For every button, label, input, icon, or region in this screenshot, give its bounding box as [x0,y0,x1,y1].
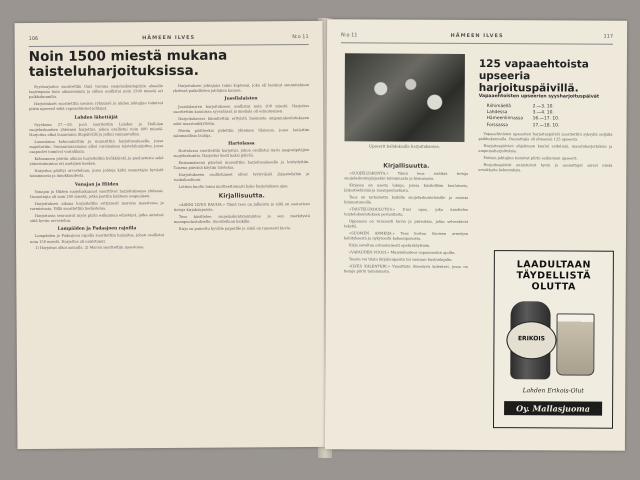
beer-advertisement [493,250,614,429]
ad-brand: Lahden Erikois-Olut [522,387,584,395]
left-page-number: 106 [28,35,39,42]
right-header-title: HÄMEEN ILVES [450,32,504,40]
article-headline: Noin 1500 miestä mukana taisteluharjoituksissa. [28,47,228,80]
company-logo: Oy. Mallasjuoma [504,401,602,416]
left-page [15,21,326,449]
beer-glass-illustration [556,313,594,375]
right-page-number: 117 [603,33,614,40]
right-section-heading: Kirjallisuutta. [383,162,430,170]
right-article-subtitle: Vapaaehtoisten upseerien syysharjoituspäivät [478,94,600,100]
section-heading-5: Hartolassa [228,141,255,147]
right-page [325,19,627,451]
left-column-1: Syysharjoitus suoritettiin tänä vuonna suojeluskuntapiirin alueella laajempana kuin aikaisemmin ja siihen osallistui noin 1500 miestä eri paikkakunnilta. Harjoitukset suoritettiin useissa ryhmissä ja niiden johtajina toimivat piirin upseerit sekä vapaaehtoiset johtajat. Lahden lähettäjät Syyskuun 27.—28. p:nä suoritettiin Lahden ja Hollolan suojeluskuntien yhteinen harjoitus, johon osallistui noin 400 miestä. Harjoitus alkoi lauantaina iltapäivällä ja jatkui sunnuntaihin. Lauantaina kokoonnuttiin ja marssittiin harjoitusalueelle, jossa majoituttiin. Sunnuntaiaamuna alkoi varsinainen taisteluharjoitus, jossa osapuolet toimivat vastakkain. Kolmannen päivän aikana harjoiteltiin hyökkäystä ja puolustusta sekä yhteistoimintaa eri aselajien kesken. Harjoitus päättyi arvosteluun, jossa johtaja kiitti osanottajia hyvästä toiminnasta ja innokkuudesta. Vanajan ja Hiiden Vanajan ja Hiiden suojeluskunnat suorittivat harjoituksensa yhdessä. Osanottajia oli noin 200 miestä, jotka jaettiin kahteen osapuoleen. Harjoituksen aikana harjoiteltiin erityisesti marssia maastossa ja varmistusta. Yöllä suoritettiin tiedustelua. Harjoitusta seurasivat myös piirin esikunnan edustajat, jotka antoivat siitä hyvän arvostelun. Lampäiden ja Padasjoen rajoilla Lampäiden ja Padasjoen rajoilla suoritettiin harjoitus, johon osallistui noin 150 miestä. Harjoitus oli onnistunut. 1) Harjoitus alkoi aamulla. 2) Marssi suoritettiin maastossa. [28,84,165,251]
left-header-title: HÄMEEN ILVES [142,34,196,42]
section-heading-3: Lampäiden ja Padasjoen rajoilla [57,226,137,233]
ad-headline: LAADULTAAN TÄYDELLISTÄ OLUTTA [516,259,592,293]
left-running-header [29,34,309,47]
date-row: Riihimäellä 2.—3. 10. [486,104,554,110]
date-row: Forssassa 17.—18. 10. [486,122,560,129]
bottle-label: ERIKOIS [506,321,556,359]
right-article-body: Vapaaehtoisten upseerien harjoituspäivät suoritettiin syksyllä neljällä paikkakunnalla. Osanottajia oli yhteensä 125 upseeria. Harjoituspäivien ohjelmaan kuului esitelmiä, maastoharjoituksia ja ampumaharjoituksia. Päivien johtajina toimivat piirin esikunnan upseerit. Harjoituspäivät onnistuivat hyvin ja osanottajat saivat niistä arvokkaita kokemuksia. [478,132,613,173]
dates-list [487,104,607,129]
section-heading-2: Vanajan ja Hiiden [74,181,119,188]
officers-photo [344,53,464,142]
date-row: Lahdessa 3.—4. 10. [486,110,554,116]
photo-caption: Upseerit kahdeksalla harjoituksessa. [368,143,440,149]
right-column-1: Kirjallisuutta. »SUOJELUSKUNTA.» Tämä teos sisältää tietoja suojeluskuntajärjestön toiminnasta ja historiasta. Kirjassa on useita lukuja, joissa käsitellään koulutusta, järjestöelämää ja maanpuolustusta. Teos on tarkoitettu kaikille suojeluskuntalaisille ja asiasta kiinnostuneille. »TAISTELUKOULUTUS.» Uusi opas, joka käsittelee taistelukoulutuksen periaatteita. Oppaassa on runsaasti kuvia ja piirroksia, jotka selventävät tekstiä. »SUOMEN ARMEIJA.» Teos kertoo Suomen armeijan kehityksestä ja nykyisestä kokoonpanosta. Kirja soveltuu erinomaisesti opetuskäyttöön. »VAPAUDEN VUOSI.» Muistelmateos vapaussodan ajoilta. Teosta voi tilata kirjakaupoista tai suoraan kustantajalta. »ILVES KALENTERI.» Vuosittain ilmestyvä kalenteri, jossa on tietoja piirin toiminnasta. [343,162,469,274]
right-issue-number: N:o 11 [341,32,358,39]
right-running-header [341,32,613,44]
section-heading-1: Lahden lähettäjät [74,114,118,121]
right-article-title: 125 vapaaehtoista upseeria harjoituspäivillä. [478,58,589,95]
date-row: Hämeenlinnassa 16.—17. 10. [486,116,560,122]
left-column-2: Harjoituksen johtajana toimi kapteeni, joka oli laatinut suunnitelman yhdessä paikallisten johtajien kanssa. Jussilalaisten Jussilalaisten harjoitukseen osallistui noin 100 miestä. Harjoitus suoritettiin kauniissa syyssäässä ja mieliala oli erinomainen. Harjoituksessa kiinnitettiin erityistä huomiota ampumakoulutukseen sekä maastonkäyttöön. Päivän päätteeksi pidettiin yhteinen tilaisuus, jossa laulettiin isänmaallisia lauluja. Hartolassa Hartolassa suoritettiin harjoitus, johon osallistui myös naapuripitäjien suojeluskuntia. Harjoitus kesti kaksi päivää. Ensimmäisenä päivänä marssittiin harjoitusalueelle ja leiriydyttiin. Toisena päivänä käytiin taistelua. Harjoitukseen osallistuneet olivat tyytyväisiä järjestelyihin ja ruokahuoltoon. Lottien huolto toimi moitteettomasti koko harjoituksen ajan. Kirjallisuutta. »AARNI ILVES RAUHA.» Tämä teos on julkaistu ja siitä on saatavissa tietoja kirjakaupoista. Teos käsittelee suojeluskuntatoimintaa ja sen merkitystä maanpuolustukselle. Suositellaan kaikille. Kirja on painettu hyvälle paperille ja siinä on runsaasti kuvia. [172,83,310,231]
section-heading-4: Jussilalaisten [224,96,258,103]
section-heading-6: Kirjallisuutta. [218,192,265,201]
left-issue-number: N:o 11 [292,34,309,41]
